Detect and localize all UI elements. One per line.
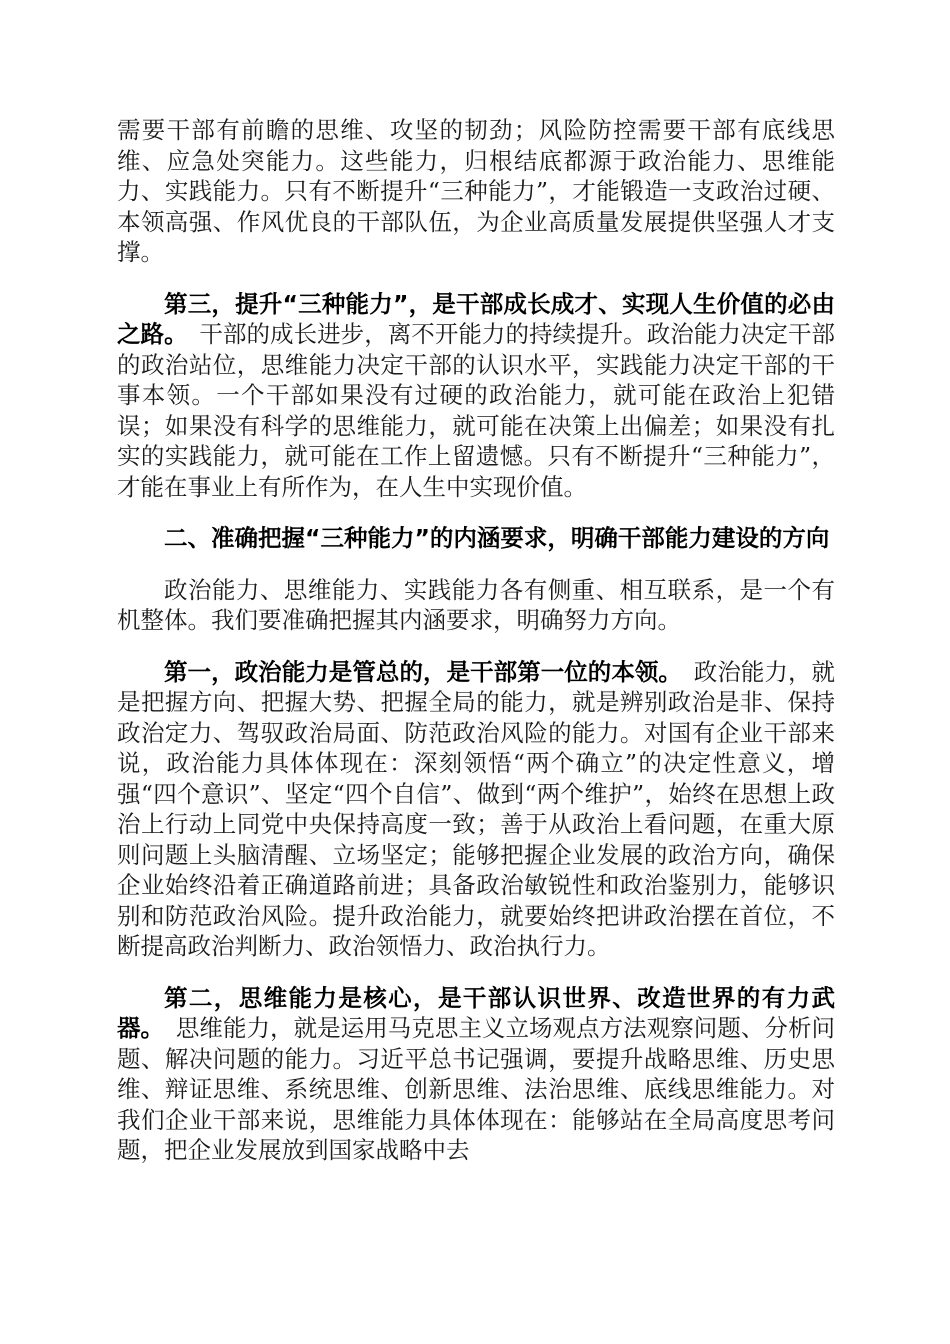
third-point-lead: 第三，提升“三种能力”，是干部成长成才、实现人生价值的必由之路。 [117, 289, 835, 348]
third-point-body: 干部的成长进步，离不开能力的持续提升。政治能力决定干部的政治站位，思维能力决定干部的认识水平，实践能力决定干部的干事本领。一个干部如果没有过硬的政治能力，就可能在政治上犯错误；如果没有科学的思维能力，就可能在决策上出偏差；如果没有扎实的实践能力，就可能在工作上留遗憾。只有不断提升“三种能力”，才能在事业上有所作为，在人生中实现价值。 [117, 320, 835, 501]
section-heading-two: 二、准确把握“三种能力”的内涵要求，明确干部能力建设的方向 [164, 524, 830, 552]
paragraph-second-point [117, 983, 835, 1166]
second-point-body: 思维能力，就是运用马克思主义立场观点方法观察问题、分析问题、解决问题的能力。习近平总书记强调，要提升战略思维、历史思维、辩证思维、系统思维、创新思维、法治思维、底线思维能力。对我们企业干部来说，思维能力具体体现在：能够站在全局高度思考问题，把企业发展放到国家战略中去 [117, 1014, 836, 1164]
first-point-body: 政治能力，就是把握方向、把握大势、把握全局的能力，就是辨别政治是非、保持政治定力、驾驭政治局面、防范政治风险的能力。对国有企业干部来说，政治能力具体体现在：深刻领悟“两个确立”的决定性意义，增强“四个意识”、坚定“四个自信”、做到“两个维护”，始终在思想上政治上行动上同党中央保持高度一致；善于从政治上看问题，在重大原则问题上头脑清醒、立场坚定；能够把握企业发展的政治方向，确保企业始终沿着正确道路前进；具备政治敏锐性和政治鉴别力，能够识别和防范政治风险。提升政治能力，就要始终把讲政治摆在首位，不断提高政治判断力、政治领悟力、政治执行力。 [117, 657, 836, 960]
paragraph-continuation: 需要干部有前瞻的思维、攻坚的韧劲；风险防控需要干部有底线思维、应急处突能力。这些能力，归根结底都源于政治能力、思维能力、实践能力。只有不断提升“三种能力”，才能锻造一支政治过硬、本领高强、作风优良的干部队伍，为企业高质量发展提供坚强人才支撑。 [117, 116, 835, 266]
second-point-lead: 第二，思维能力是核心，是干部认识世界、改造世界的有力武器。 [117, 983, 835, 1042]
paragraph-section-intro: 政治能力、思维能力、实践能力各有侧重、相互联系，是一个有机整体。我们要准确把握其内涵要求，明确努力方向。 [117, 575, 835, 634]
paragraph-first-point [117, 657, 835, 962]
paragraph-third-point [117, 289, 835, 503]
document-page [117, 115, 835, 1187]
first-point-lead: 第一，政治能力是管总的，是干部第一位的本领。 [164, 657, 682, 686]
